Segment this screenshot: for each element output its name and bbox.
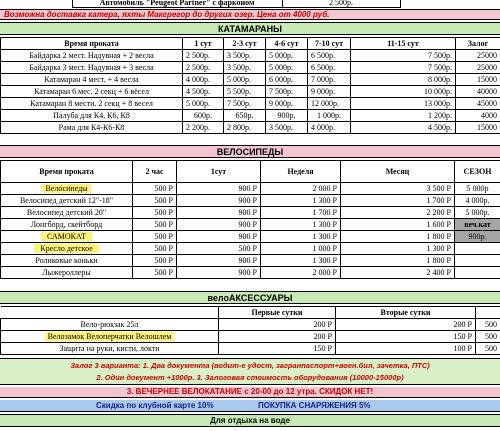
bike-item-label: Велосипеды	[42, 184, 90, 193]
car-row	[0, 0, 500, 8]
accessories-title: велоАКСЕССУАРЫ	[0, 291, 500, 304]
price-cell: 500 Р	[133, 255, 177, 267]
price-cell: 650р.	[224, 110, 266, 122]
acc-header-second-day: Вторые сутки	[336, 307, 476, 319]
price-cell: 200 Р	[219, 331, 336, 343]
acc-item: Защита на руки, кисти, локти	[1, 343, 219, 355]
price-cell: 500 Р	[133, 243, 177, 255]
table-row	[1, 110, 500, 122]
table-row	[1, 319, 500, 331]
price-cell: 7 000р.	[308, 74, 351, 86]
bike-header-day: 1сут	[177, 161, 261, 183]
price-cell: 500 Р	[177, 243, 261, 255]
bike-item: Роликовые коньки	[1, 255, 133, 267]
price-cell: 1 000 Р	[261, 243, 341, 255]
cat-header-1: 1 сут	[183, 38, 224, 50]
cat-item: Катамаран 4 мест. + 4 весла	[1, 74, 183, 86]
accessories-table	[0, 306, 500, 355]
price-cell: 500 Р	[133, 231, 177, 243]
bike-item-label: САМОКАТ	[41, 232, 92, 241]
price-cell: 3 500р.	[224, 50, 266, 62]
cat-item: Катамаран 6 мес. 2 секц + 6 вёсел	[1, 86, 183, 98]
season-cell: 4 000р.	[455, 195, 500, 207]
price-cell: 1 600 Р	[341, 219, 455, 231]
season-cell	[455, 243, 500, 255]
price-cell: 1 300 Р	[261, 219, 341, 231]
table-row	[1, 243, 500, 255]
cat-header-deposit: Залог	[456, 38, 500, 50]
deposit-cell: 25000	[456, 62, 500, 74]
price-cell: 3 500 Р	[341, 183, 455, 195]
price-cell: 1 300 Р	[261, 195, 341, 207]
price-cell: 200 Р	[219, 319, 336, 331]
bike-item: Лыжероллеры	[1, 267, 133, 279]
price-cell: 150 Р	[336, 331, 476, 343]
price-cell: 900 Р	[177, 219, 261, 231]
price-cell: 1 800 Р	[341, 255, 455, 267]
delivery-note-bar	[0, 9, 500, 20]
price-cell: 900 Р	[177, 267, 261, 279]
acc-item: Вело-рюкзак 25л	[1, 319, 219, 331]
price-cell: 5 000р.	[266, 62, 308, 74]
price-cell: 1 700 Р	[341, 195, 455, 207]
cat-header-time: Время проката	[1, 38, 183, 50]
table-row	[1, 195, 500, 207]
bikes-header-row	[1, 161, 500, 183]
car-price: 2 500р.	[282, 0, 400, 8]
deposit-cell: 500	[476, 331, 500, 343]
table-row	[1, 74, 500, 86]
season-cell	[455, 255, 500, 267]
cat-item: Катамаран 8 мести. 2 секц + 8 весел	[1, 98, 183, 110]
price-cell: 900 Р	[177, 183, 261, 195]
price-cell: 2 400 Р	[341, 267, 455, 279]
cat-item: Рама для К4-К6-К8	[1, 122, 183, 134]
price-cell: 900р.	[266, 110, 308, 122]
price-cell: 150 Р	[219, 343, 336, 355]
price-cell: 6 000р.	[266, 74, 308, 86]
water-rest-title: Для отдыха на воде	[0, 414, 500, 427]
discount-bar	[0, 400, 500, 412]
deposit-cell: 40000	[456, 86, 500, 98]
price-cell: 900 Р	[177, 255, 261, 267]
bike-header-month: Месяц	[341, 161, 455, 183]
season-cell: 5 000р.	[455, 207, 500, 219]
season-cell	[455, 267, 500, 279]
price-cell: 600р.	[183, 110, 224, 122]
price-cell: 100 Р	[336, 343, 476, 355]
price-cell: 12 000р.	[308, 98, 351, 110]
price-cell: 1 800 Р	[341, 231, 455, 243]
table-row	[1, 219, 500, 231]
price-cell: 1 300 Р	[341, 243, 455, 255]
bike-header-2h: 2 час	[133, 161, 177, 183]
acc-item-label: Велозамок Велоперчатки Велошлем	[45, 332, 175, 341]
acc-header-empty	[476, 307, 500, 319]
season-cell: 900р.	[455, 231, 500, 243]
price-cell: 5 000р.	[183, 98, 224, 110]
price-cell: 9 000р.	[308, 86, 351, 98]
price-cell: 3 500р.	[224, 62, 266, 74]
deposit-cell: 45000	[456, 98, 500, 110]
table-row	[1, 255, 500, 267]
bike-item: Велосипед детский 20"	[1, 207, 133, 219]
price-cell: 900 Р	[177, 207, 261, 219]
acc-header-empty	[1, 307, 219, 319]
bikes-table	[0, 160, 500, 279]
price-cell: 900 Р	[177, 231, 261, 243]
bikes-title: ВЕЛОСИПЕДЫ	[0, 145, 500, 158]
price-cell: 4 500р.	[351, 122, 456, 134]
table-row	[1, 207, 500, 219]
bike-item	[1, 183, 133, 195]
price-cell: 500 Р	[133, 219, 177, 231]
price-cell: 7 500р.	[351, 62, 456, 74]
price-cell: 5 000р.	[266, 50, 308, 62]
price-cell: 2 500р.	[183, 62, 224, 74]
deposit-note-1: Залог 3 варианта: 1. Два документа (водит-е удост, загранпаспорт+воен.бил, зачетка, ПТС)	[70, 361, 430, 370]
price-cell: 200 Р	[336, 319, 476, 331]
season-cell: 5 000р	[455, 183, 500, 195]
deposit-cell: 500	[476, 343, 500, 355]
table-row	[1, 231, 500, 243]
table-row	[1, 331, 500, 343]
price-cell: 13 000р.	[351, 98, 456, 110]
deposit-note-2: 2. Один документ +1000р. 3. Залоговая стоимость оборудования (10000-15000р)	[96, 373, 404, 382]
bike-item: Велосипед детский 12"-18"	[1, 195, 133, 207]
table-row	[1, 62, 500, 74]
price-cell: 6 500р.	[308, 50, 351, 62]
price-cell: 7 500р.	[224, 98, 266, 110]
price-cell: 500 Р	[133, 207, 177, 219]
catamarans-title: КАТАМАРАНЫ	[0, 22, 500, 35]
price-cell: 500 Р	[133, 195, 177, 207]
price-cell: 500 Р	[133, 183, 177, 195]
car-label: Автомобиль "Peugeot Partner" с фарконом	[72, 0, 282, 8]
price-cell: 5 500р.	[224, 86, 266, 98]
table-row	[1, 267, 500, 279]
evening-ride-bar	[0, 387, 500, 398]
bike-item	[1, 231, 133, 243]
table-row	[1, 86, 500, 98]
deposit-cell: 15000	[456, 122, 500, 134]
price-cell: 4 000р.	[183, 74, 224, 86]
deposit-cell: 15000	[456, 74, 500, 86]
price-cell: 1 000р.	[308, 110, 351, 122]
table-row	[1, 343, 500, 355]
price-cell: 1 300 Р	[261, 231, 341, 243]
deposit-cell: 4000	[456, 110, 500, 122]
season-cell-evening: веч.кат	[455, 219, 500, 231]
price-cell: 2 200р.	[183, 122, 224, 134]
price-cell: 2 200 Р	[341, 207, 455, 219]
bike-header-week: Неделя	[261, 161, 341, 183]
table-row	[1, 183, 500, 195]
cat-item: Палуба для К4, К6, К8	[1, 110, 183, 122]
price-cell: 10 000р.	[351, 86, 456, 98]
delivery-note: Возможна доставка катера, яхты Макгрегор до других озер. Цена от 4000 руб.	[4, 10, 330, 19]
bike-item: Лонгборд, скейтборд	[1, 219, 133, 231]
price-cell: 1 300 Р	[261, 255, 341, 267]
price-cell: 2 800р.	[224, 122, 266, 134]
cat-header-5: 11-15 сут	[351, 38, 456, 50]
cat-item: Байдарка 3 мест. Надувная + 3 весла	[1, 62, 183, 74]
price-cell: 9 000р.	[266, 98, 308, 110]
table-row	[1, 98, 500, 110]
equipment-purchase: ПОКУПКА СНАРЯЖЕНИЯ 5%	[258, 401, 371, 410]
catamarans-header-row	[1, 38, 500, 50]
deposit-cell: 25000	[456, 50, 500, 62]
price-cell: 4 000р.	[308, 122, 351, 134]
deposit-cell: 500	[476, 319, 500, 331]
price-cell: 5 000р.	[224, 74, 266, 86]
price-cell: 2 000 Р	[261, 183, 341, 195]
price-cell: 7 500р.	[266, 86, 308, 98]
table-row	[1, 122, 500, 134]
deposit-notes	[0, 358, 500, 385]
price-cell: 500 Р	[133, 267, 177, 279]
cat-item: Байдарка 2 мест. Надувная + 2 весла	[1, 50, 183, 62]
price-cell: 4 500р.	[183, 86, 224, 98]
price-cell: 7 500р.	[351, 50, 456, 62]
catamarans-table	[0, 37, 500, 134]
price-cell: 2 000 Р	[261, 267, 341, 279]
table-row	[1, 50, 500, 62]
price-cell: 1 200р.	[351, 110, 456, 122]
price-cell: 8 000р.	[351, 74, 456, 86]
bike-item	[1, 243, 133, 255]
evening-ride-note: 3. ВЕЧЕРНЕЕ ВЕЛОКАТАНИЕ с 20-00 до 12 утра. СКИДОК НЕТ!	[126, 387, 374, 396]
price-cell: 2 500р.	[183, 50, 224, 62]
cat-header-3: 4-6 сут	[266, 38, 308, 50]
price-cell: 1 700 Р	[261, 207, 341, 219]
acc-item	[1, 331, 219, 343]
price-cell: 900 Р	[177, 195, 261, 207]
price-cell: 6 500р.	[308, 62, 351, 74]
acc-header-first-day: Первые сутки	[219, 307, 336, 319]
cat-header-4: 7-10 сут	[308, 38, 351, 50]
bike-item-label: Кресло детское	[34, 244, 99, 253]
club-discount: Скидка по клубной карте 10%	[96, 401, 214, 410]
bike-header-time: Время проката	[1, 161, 133, 183]
bike-header-season: СЕЗОН	[455, 161, 500, 183]
price-cell: 3 500р.	[266, 122, 308, 134]
accessories-header-row	[1, 307, 500, 319]
cat-header-2: 2-3 сут	[224, 38, 266, 50]
